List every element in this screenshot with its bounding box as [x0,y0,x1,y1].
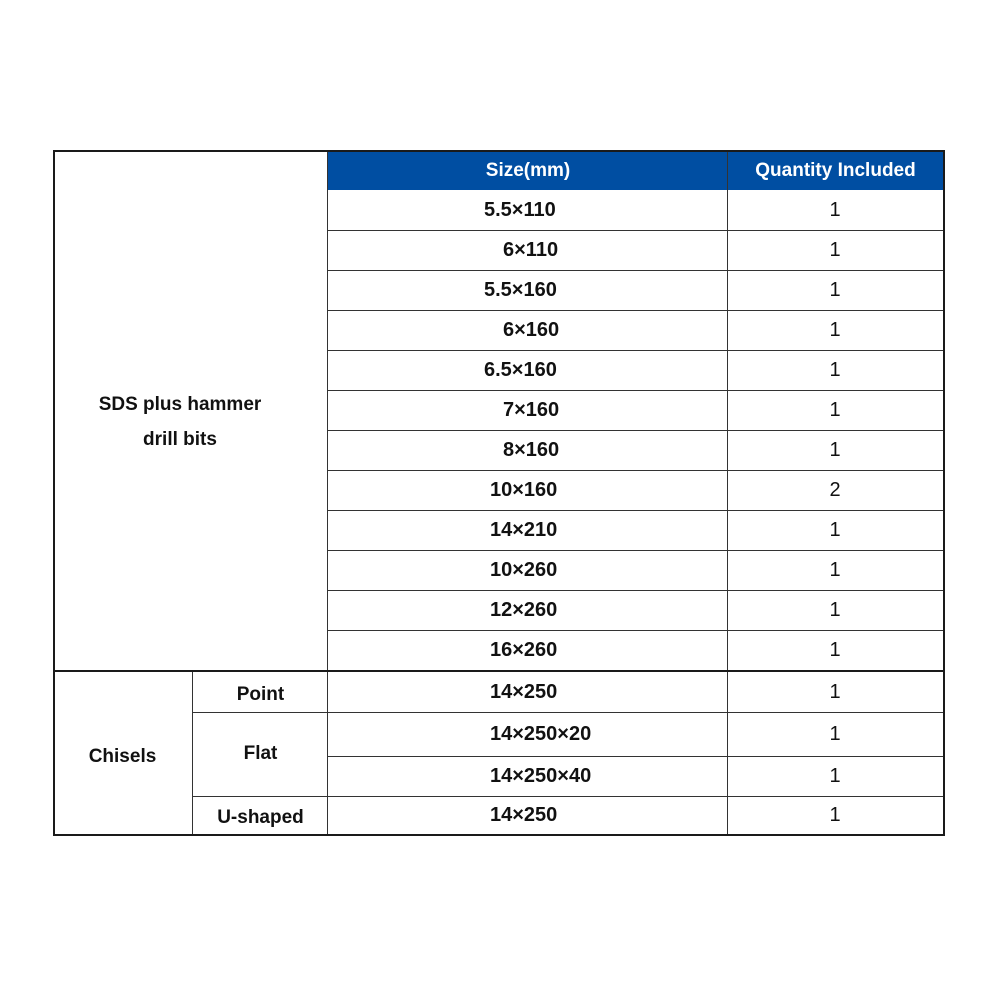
row-divider [328,430,943,431]
row-divider [193,712,943,713]
sds-label-line2: drill bits [143,429,217,450]
size-cell: 5.5×110 [484,199,556,221]
quantity-cell: 2 [829,479,841,501]
size-cell: 16×260 [490,639,558,661]
size-cell: 8×160 [503,439,560,461]
row-divider [328,510,943,511]
divider-h-group [55,670,943,672]
quantity-cell: 1 [829,765,841,787]
sds-label-line1: SDS plus hammer [98,394,262,415]
quantity-cell: 1 [829,680,841,703]
row-divider [328,230,943,231]
quantity-cell: 1 [829,199,841,221]
product-table [53,150,945,836]
size-cell: 10×260 [490,559,558,581]
size-cell: 14×250 [490,680,558,703]
quantity-header-label: Quantity Included [755,160,916,181]
size-cell: 14×250×20 [490,723,592,745]
divider-v-main [327,152,328,834]
divider-v-qty [727,152,728,834]
chisel-flat-label: Flat [243,743,278,764]
size-cell: 14×210 [490,519,558,541]
size-cell: 6.5×160 [484,359,557,381]
quantity-cell: 1 [829,399,841,421]
quantity-cell: 1 [829,804,841,826]
quantity-cell: 1 [829,279,841,301]
row-divider [328,550,943,551]
size-cell: 12×260 [490,599,558,621]
row-divider [328,470,943,471]
quantity-cell: 1 [829,559,841,581]
size-cell: 10×160 [490,479,558,501]
size-cell: 5.5×160 [484,279,557,301]
size-cell: 6×160 [503,319,560,341]
chisel-point-label: Point [236,684,285,705]
quantity-cell: 1 [829,439,841,461]
row-divider [328,310,943,311]
row-divider [328,630,943,631]
size-cell: 14×250×40 [490,765,592,787]
row-divider [328,756,943,757]
size-cell: 14×250 [490,804,558,826]
chisel-ushaped-label: U-shaped [217,807,304,828]
size-cell: 6×110 [503,239,559,261]
quantity-header [728,152,943,190]
chisels-group-label: Chisels [88,746,157,767]
sds-group-label [55,387,305,457]
row-divider [193,796,943,797]
size-header [328,152,728,190]
quantity-cell: 1 [829,359,841,381]
row-divider [328,350,943,351]
quantity-cell: 1 [829,639,841,661]
row-divider [328,390,943,391]
size-header-label: Size(mm) [485,160,571,181]
quantity-cell: 1 [829,319,841,341]
size-cell: 7×160 [503,399,560,421]
quantity-cell: 1 [829,239,841,261]
quantity-cell: 1 [829,599,841,621]
divider-v-chisel [192,671,193,834]
row-divider [328,270,943,271]
row-divider [328,590,943,591]
quantity-cell: 1 [829,519,841,541]
quantity-cell: 1 [829,723,841,745]
